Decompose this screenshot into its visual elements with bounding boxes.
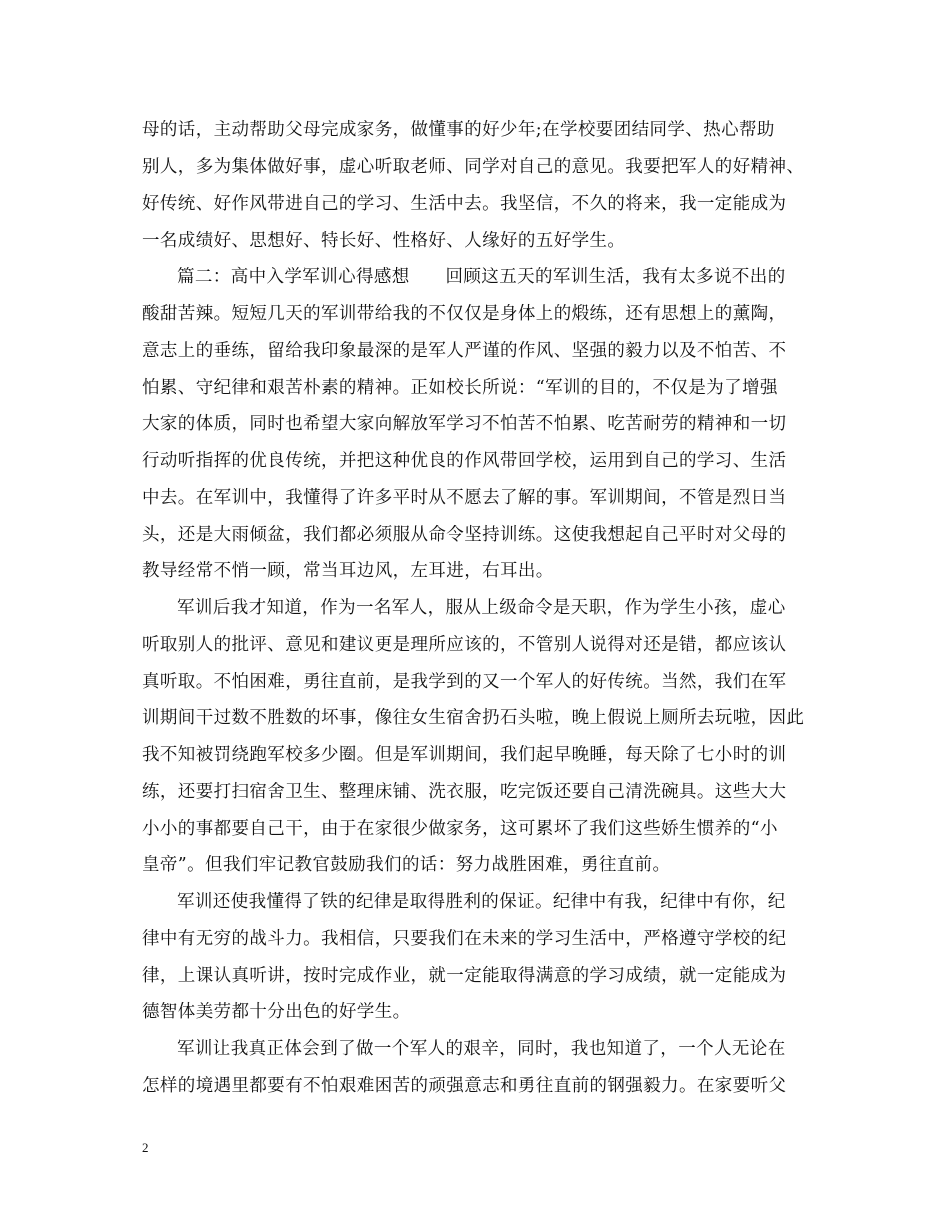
- paragraph-start-line: 军训后我才知道，作为一名军人，服从上级命令是天职，作为学生小孩，虚心: [177, 598, 786, 618]
- text-line: 教导经常不悄一顾，常当耳边风，左耳进，右耳出。: [142, 561, 554, 581]
- text-line: 意志上的垂练，留给我印象最深的是军人严谨的作风、坚强的毅力以及不怕苦、不: [142, 341, 787, 361]
- text-line: 行动听指挥的优良传统，并把这种优良的作风带回学校，运用到自己的学习、生活: [142, 451, 787, 471]
- section-heading-line: 篇二：高中入学军训心得感想 回顾这五天的军训生活，我有太多说不出的: [177, 267, 786, 287]
- text-line: 真听取。不怕困难，勇往直前，是我学到的又一个军人的好传统。当然，我们在军: [142, 672, 787, 692]
- text-line: 训期间干过数不胜数的坏事，像往女生宿舍扔石头啦，晚上假说上厕所去玩啦，因此: [142, 708, 805, 728]
- text-line: 大家的体质，同时也希望大家向解放军学习不怕苦不怕累、吃苦耐劳的精神和一切: [142, 414, 787, 434]
- text-line: 律中有无穷的战斗力。我相信，只要我们在未来的学习生活中，严格遵守学校的纪: [142, 929, 787, 949]
- text-line: 律，上课认真听讲，按时完成作业，就一定能取得满意的学习成绩，就一定能成为: [142, 966, 787, 986]
- text-line: 听取别人的批评、意见和建议更是理所应该的，不管别人说得对还是错，都应该认: [142, 635, 787, 655]
- text-line: 一名成绩好、思想好、特长好、性格好、人缘好的五好学生。: [142, 231, 626, 251]
- text-line: 我不知被罚绕跑军校多少圈。但是军训期间，我们起早晚睡，每天除了七小时的训: [142, 745, 787, 765]
- text-line: 别人，多为集体做好事，虚心听取老师、同学对自己的意见。我要把军人的好精神、: [142, 157, 805, 177]
- text-line: 怕累、守纪律和艰苦朴素的精神。正如校长所说：“军训的目的，不仅是为了增强: [142, 378, 778, 398]
- text-line: 小小的事都要自己干，由于在家很少做家务，这可累坏了我们这些娇生惯养的“小: [142, 819, 778, 839]
- text-line: 中去。在军训中，我懂得了许多平时从不愿去了解的事。军训期间，不管是烈日当: [142, 488, 787, 508]
- text-line: 酸甜苦辣。短短几天的军训带给我的不仅仅是身体上的煅练，还有思想上的薰陶，: [142, 304, 787, 324]
- text-line: 皇帝”。但我们牢记教官鼓励我们的话：努力战胜困难，勇往直前。: [142, 855, 671, 875]
- text-line: 好传统、好作风带进自己的学习、生活中去。我坚信，不久的将来，我一定能成为: [142, 194, 787, 214]
- text-line: 头，还是大雨倾盆，我们都必须服从命令坚持训练。这使我想起自己平时对父母的: [142, 525, 787, 545]
- text-line: 练，还要打扫宿舍卫生、整理床铺、洗衣服，吃完饭还要自己清洗碗具。这些大大: [142, 782, 787, 802]
- paragraph-start-line: 军训还使我懂得了铁的纪律是取得胜利的保证。纪律中有我，纪律中有你，纪: [177, 892, 786, 912]
- text-line: 母的话，主动帮助父母完成家务，做懂事的好少年;在学校要团结同学、热心帮助: [142, 120, 775, 140]
- page-number: 2: [142, 1140, 149, 1155]
- text-line: 怎样的境遇里都要有不怕艰难困苦的顽强意志和勇往直前的钢强毅力。在家要听父: [142, 1076, 787, 1096]
- text-line: 德智体美劳都十分出色的好学生。: [142, 1002, 411, 1022]
- paragraph-start-line: 军训让我真正体会到了做一个军人的艰辛，同时，我也知道了，一个人无论在: [177, 1039, 786, 1059]
